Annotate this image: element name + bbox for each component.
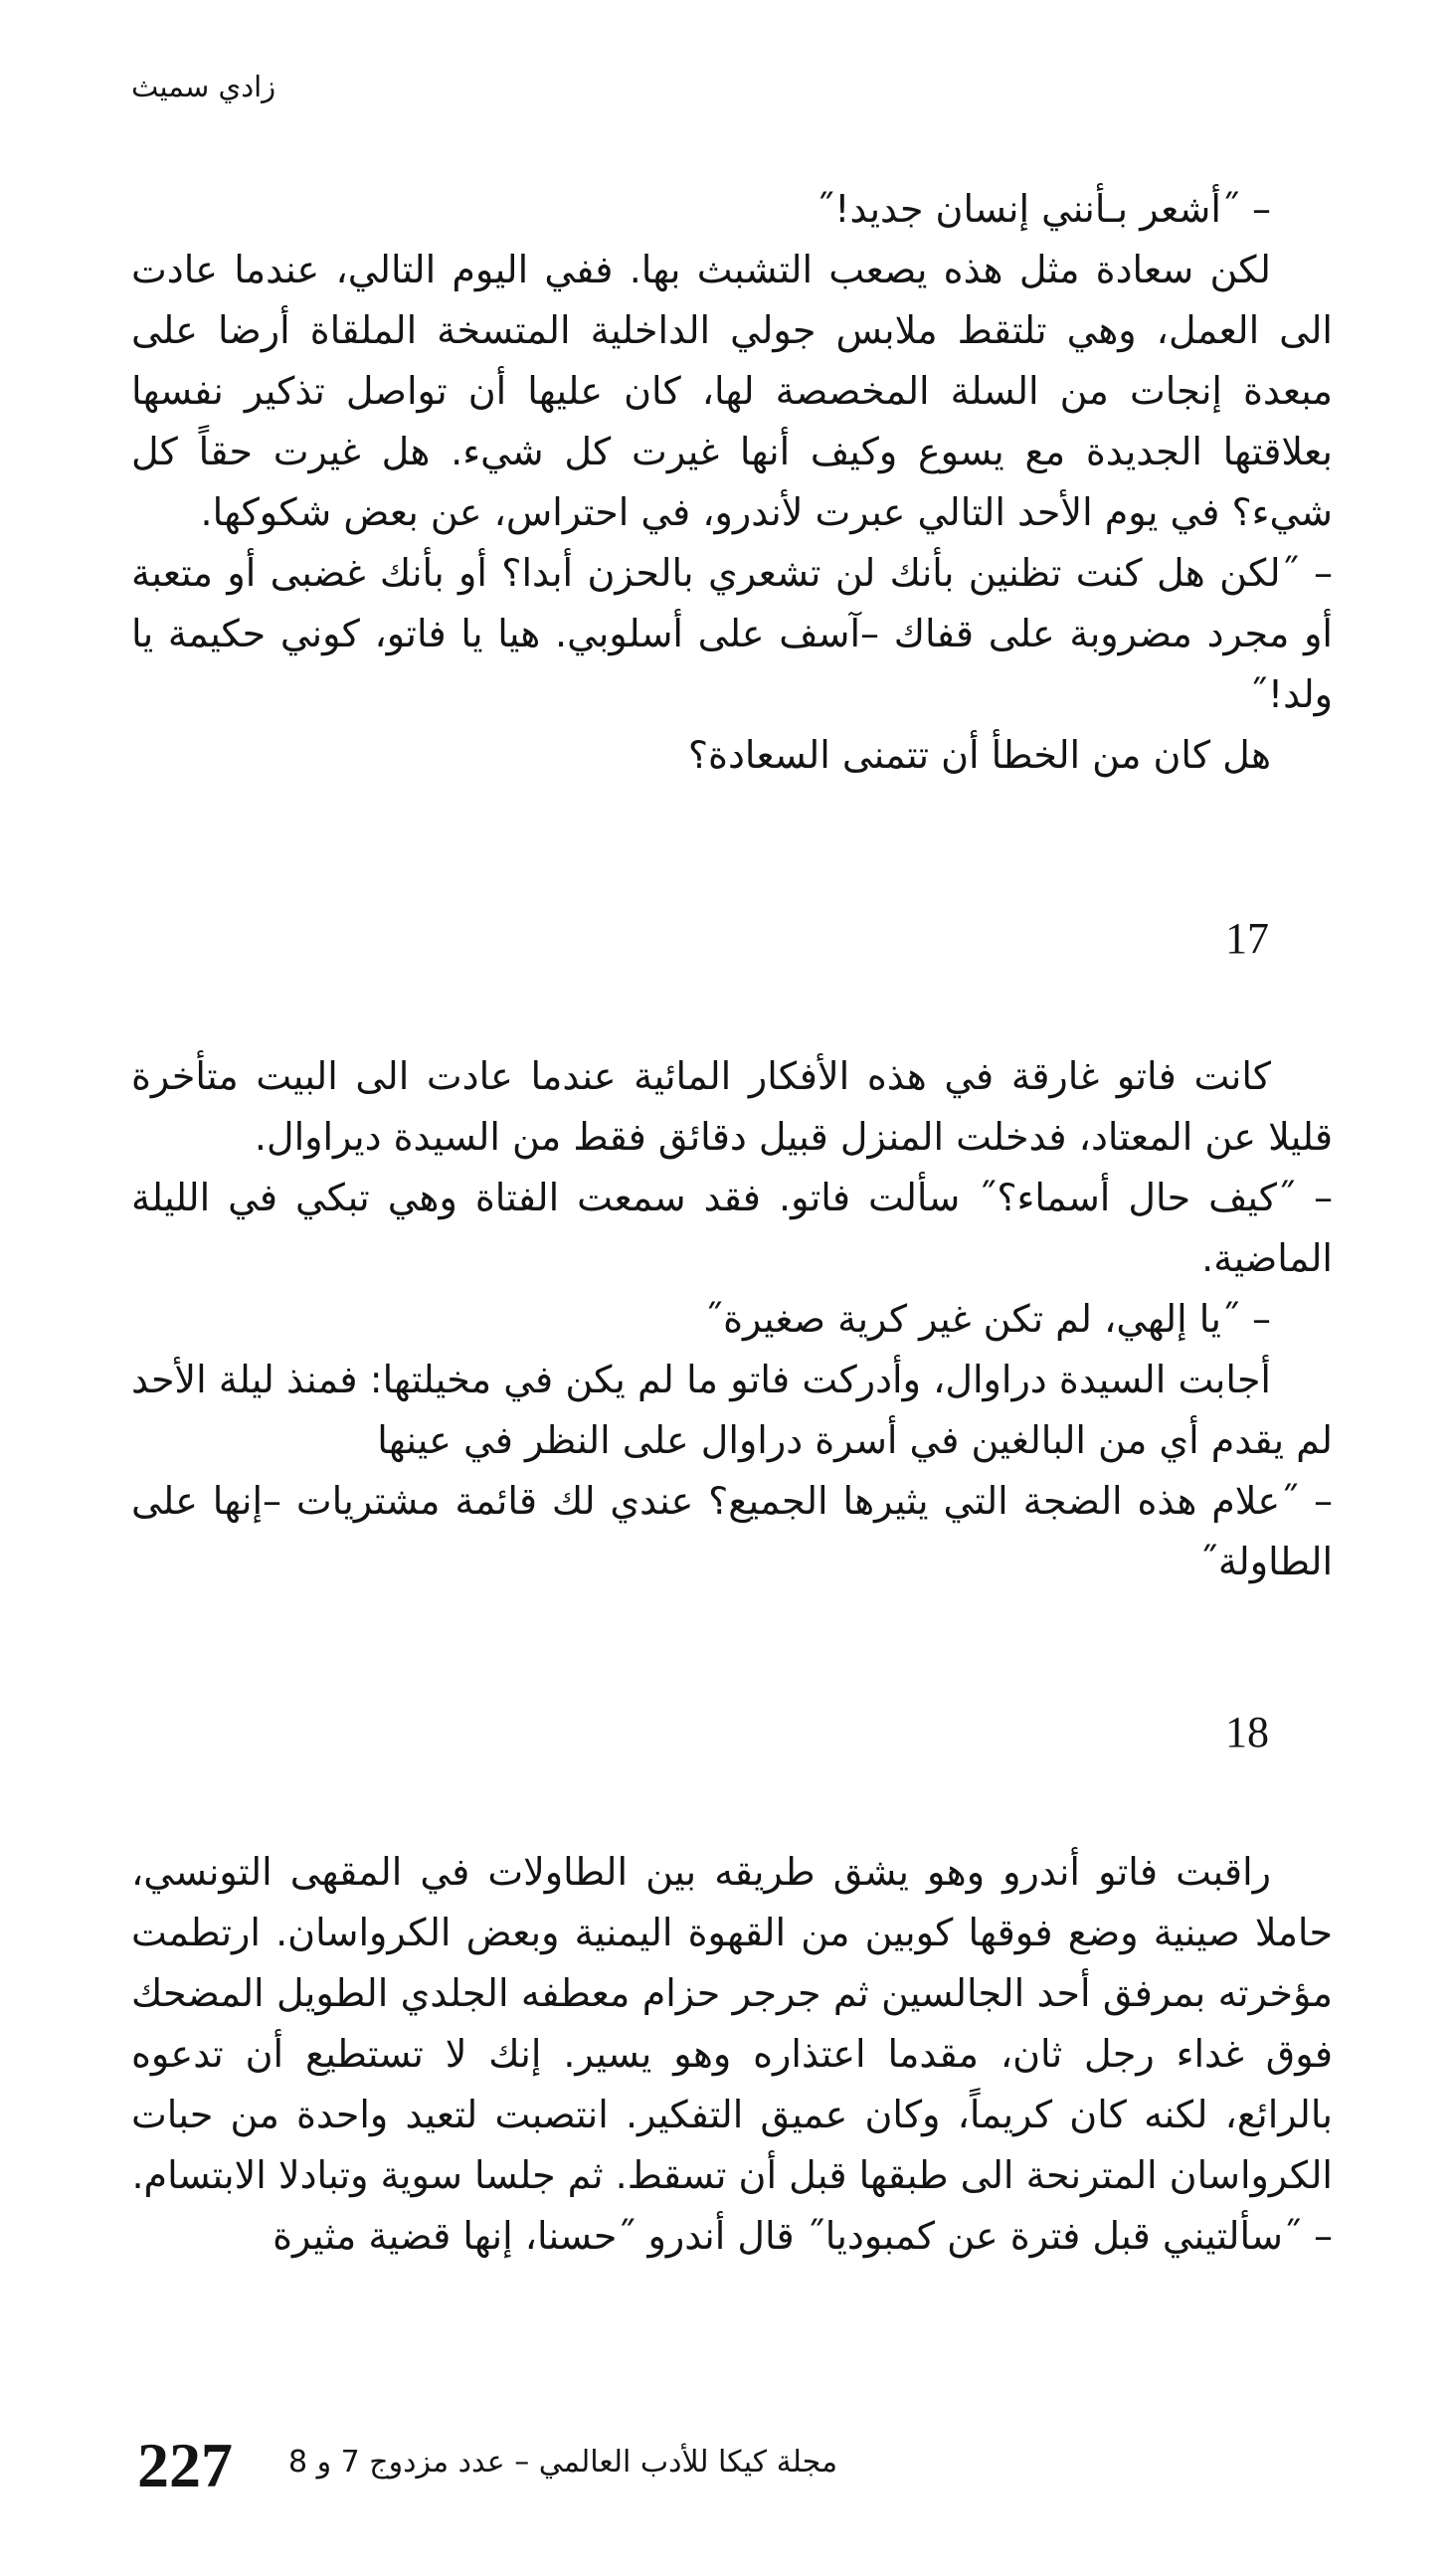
page-number: 227 xyxy=(137,2430,233,2500)
section-number-18: 18 xyxy=(1225,1708,1269,1756)
running-head-author: زادي سميث xyxy=(131,70,276,103)
section-a-text xyxy=(131,179,1333,786)
dialogue-paragraph: – ˝لكن هل كنت تظنين بأنك لن تشعري بالحزن أبدا؟ أو بأنك غضبى أو متعبة أو مجرد مضروبة على قفاك –آسف على أسلوبي. هيا يا فاتو، كوني حكيمة يا ولد!˝ xyxy=(131,551,1333,716)
body-paragraph: راقبت فاتو أندرو وهو يشق طريقه بين الطاولات في المقهى التونسي، حاملا صينية وضع فوقها كوبين من القهوة اليمنية وبعض الكرواسان. ارتطمت مؤخرته بمرفق أحد الجالسين ثم جرجر حزام معطفه الجلدي الطويل المضحك فوق غداء رجل ثان، مقدما اعتذاره وهو يسير. إنك لا تستطيع أن تدعوه بالرائع، لكنه كان كريماً، وكان عميق التفكير. انتصبت لتعيد واحدة من حبات الكرواسان المترنحة الى طبقها قبل أن تسقط. ثم جلسا سوية وتبادلا الابتسام. xyxy=(131,1850,1333,2197)
dialogue-paragraph: – ˝كيف حال أسماء؟˝ سألت فاتو. فقد سمعت الفتاة وهي تبكي في الليلة الماضية. xyxy=(131,1176,1333,1280)
body-paragraph: أجابت السيدة دراوال، وأدركت فاتو ما لم يكن في مخيلتها: فمنذ ليلة الأحد لم يقدم أي من البالغين في أسرة دراوال على النظر في عينها xyxy=(131,1358,1333,1462)
section-18-text xyxy=(131,1842,1333,2267)
section-number-17: 17 xyxy=(1225,914,1269,963)
dialogue-paragraph: – ˝سألتيني قبل فترة عن كمبوديا˝ قال أندرو ˝حسنا، إنها قضية مثيرة xyxy=(273,2214,1333,2258)
body-paragraph: لكن سعادة مثل هذه يصعب التشبث بها. ففي اليوم التالي، عندما عادت الى العمل، وهي تلتقط ملابس جولي الداخلية المتسخة الملقاة أرضا على مبعدة إنجات من السلة المخصصة لها، كان عليها أن تواصل تذكير نفسها بعلاقتها الجديدة مع يسوع وكيف أنها غيرت كل شيء. هل غيرت حقاً كل شيء؟ في يوم الأحد التالي عبرت لأندرو، في احتراس، عن بعض شكوكها. xyxy=(131,248,1333,534)
journal-footer: مجلة كيكا للأدب العالمي – عدد مزدوج 7 و 8 xyxy=(288,2445,838,2480)
body-paragraph: كانت فاتو غارقة في هذه الأفكار المائية عندما عادت الى البيت متأخرة قليلا عن المعتاد، فدخلت المنزل قبيل دقائق فقط من السيدة ديراوال. xyxy=(131,1054,1333,1159)
dialogue-paragraph: – ˝أشعر بـأنني إنسان جديد!˝ xyxy=(816,187,1271,231)
dialogue-paragraph: – ˝علام هذه الضجة التي يثيرها الجميع؟ عندي لك قائمة مشتريات –إنها على الطاولة˝ xyxy=(131,1479,1333,1583)
body-paragraph: هل كان من الخطأ أن تتمنى السعادة؟ xyxy=(687,733,1271,777)
dialogue-paragraph: – ˝يا إلهي، لم تكن غير كرية صغيرة˝ xyxy=(704,1297,1271,1341)
section-17-text xyxy=(131,1046,1333,1592)
